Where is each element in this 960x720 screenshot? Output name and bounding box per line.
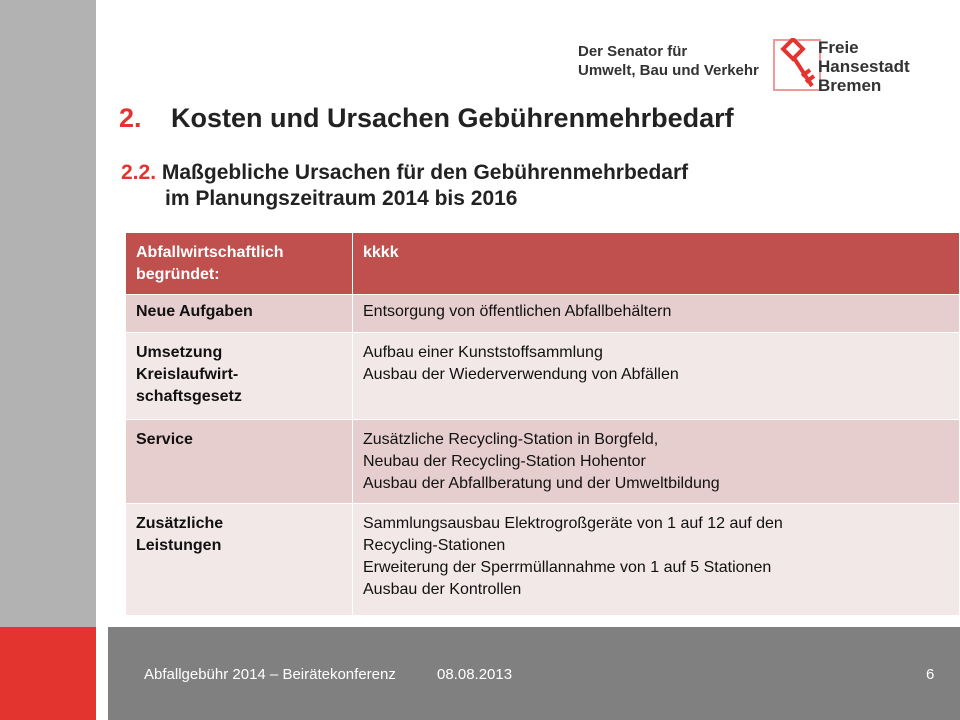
cell-line: Neue Aufgaben xyxy=(136,303,253,320)
city-name-block xyxy=(818,38,910,95)
footer-title: Abfallgebühr 2014 – Beirätekonferenz xyxy=(144,666,396,683)
page-title-text: Kosten und Ursachen Gebührenmehrbedarf xyxy=(171,103,734,133)
sender-line-2: Umwelt, Bau und Verkehr xyxy=(578,62,759,79)
cell-line: Erweiterung der Sperrmüllannahme von 1 auf 5 Stationen xyxy=(363,559,772,576)
left-gray-bar xyxy=(0,0,96,627)
cell-line: Leistungen xyxy=(136,537,222,554)
cell-line: Zusätzliche xyxy=(136,515,224,532)
cell-line: Ausbau der Wiederverwendung von Abfällen xyxy=(363,366,679,383)
cell-line: Sammlungsausbau Elektrogroßgeräte von 1 auf 12 auf den xyxy=(363,515,783,532)
page-subtitle-line-1: Maßgebliche Ursachen für den Gebührenmehrbedarf xyxy=(161,161,689,184)
table-header-cell-2: kkkk xyxy=(353,233,960,295)
page-title xyxy=(119,103,734,134)
table-row xyxy=(126,295,960,333)
cell-line: Umsetzung xyxy=(136,344,223,361)
page-subtitle xyxy=(121,160,688,212)
sender-block xyxy=(578,42,759,80)
table-header-label-line: Abfallwirtschaftlich xyxy=(136,244,284,261)
table-row-label xyxy=(126,295,353,333)
sender-line-1: Der Senator für xyxy=(578,43,688,60)
left-gap xyxy=(96,0,108,627)
table-row-content xyxy=(353,420,960,504)
footer-red-block xyxy=(0,627,96,720)
table-row xyxy=(126,504,960,616)
table-row-label xyxy=(126,504,353,616)
cell-line: Service xyxy=(136,431,193,448)
table-row xyxy=(126,333,960,420)
cell-line: Recycling-Stationen xyxy=(363,537,506,554)
cell-line: Ausbau der Abfallberatung und der Umweltbildung xyxy=(363,475,720,492)
table-row-label xyxy=(126,420,353,504)
footer-date: 08.08.2013 xyxy=(437,666,513,683)
cell-line: Zusätzliche Recycling-Station in Borgfeld, xyxy=(363,431,659,448)
table-header-cell-1 xyxy=(126,233,353,295)
table-row-label xyxy=(126,333,353,420)
table-row-content xyxy=(353,333,960,420)
page-subtitle-line-2: im Planungszeitraum 2014 bis 2016 xyxy=(165,187,518,210)
table-row-content xyxy=(353,504,960,616)
cell-line: Neubau der Recycling-Station Hohentor xyxy=(363,453,646,470)
page-subtitle-number: 2.2. xyxy=(121,161,157,184)
page-number: 6 xyxy=(926,666,935,683)
city-line-2: Hansestadt xyxy=(818,57,910,76)
table-header-label-line: begründet: xyxy=(136,266,220,283)
cell-line: Ausbau der Kontrollen xyxy=(363,581,522,598)
cell-line: Kreislaufwirt- xyxy=(136,366,239,383)
city-line-3: Bremen xyxy=(818,76,882,95)
cell-line: Aufbau einer Kunststoffsammlung xyxy=(363,344,603,361)
cell-line: Entsorgung von öffentlichen Abfallbehältern xyxy=(363,303,672,320)
page-title-number: 2. xyxy=(119,103,142,133)
table-row-content xyxy=(353,295,960,333)
cell-line: schaftsgesetz xyxy=(136,388,242,405)
city-line-1: Freie xyxy=(818,38,859,57)
table-row xyxy=(126,420,960,504)
causes-table xyxy=(125,232,960,616)
bremen-key-coat-of-arms-icon xyxy=(772,38,822,92)
table-header-row xyxy=(126,233,960,295)
